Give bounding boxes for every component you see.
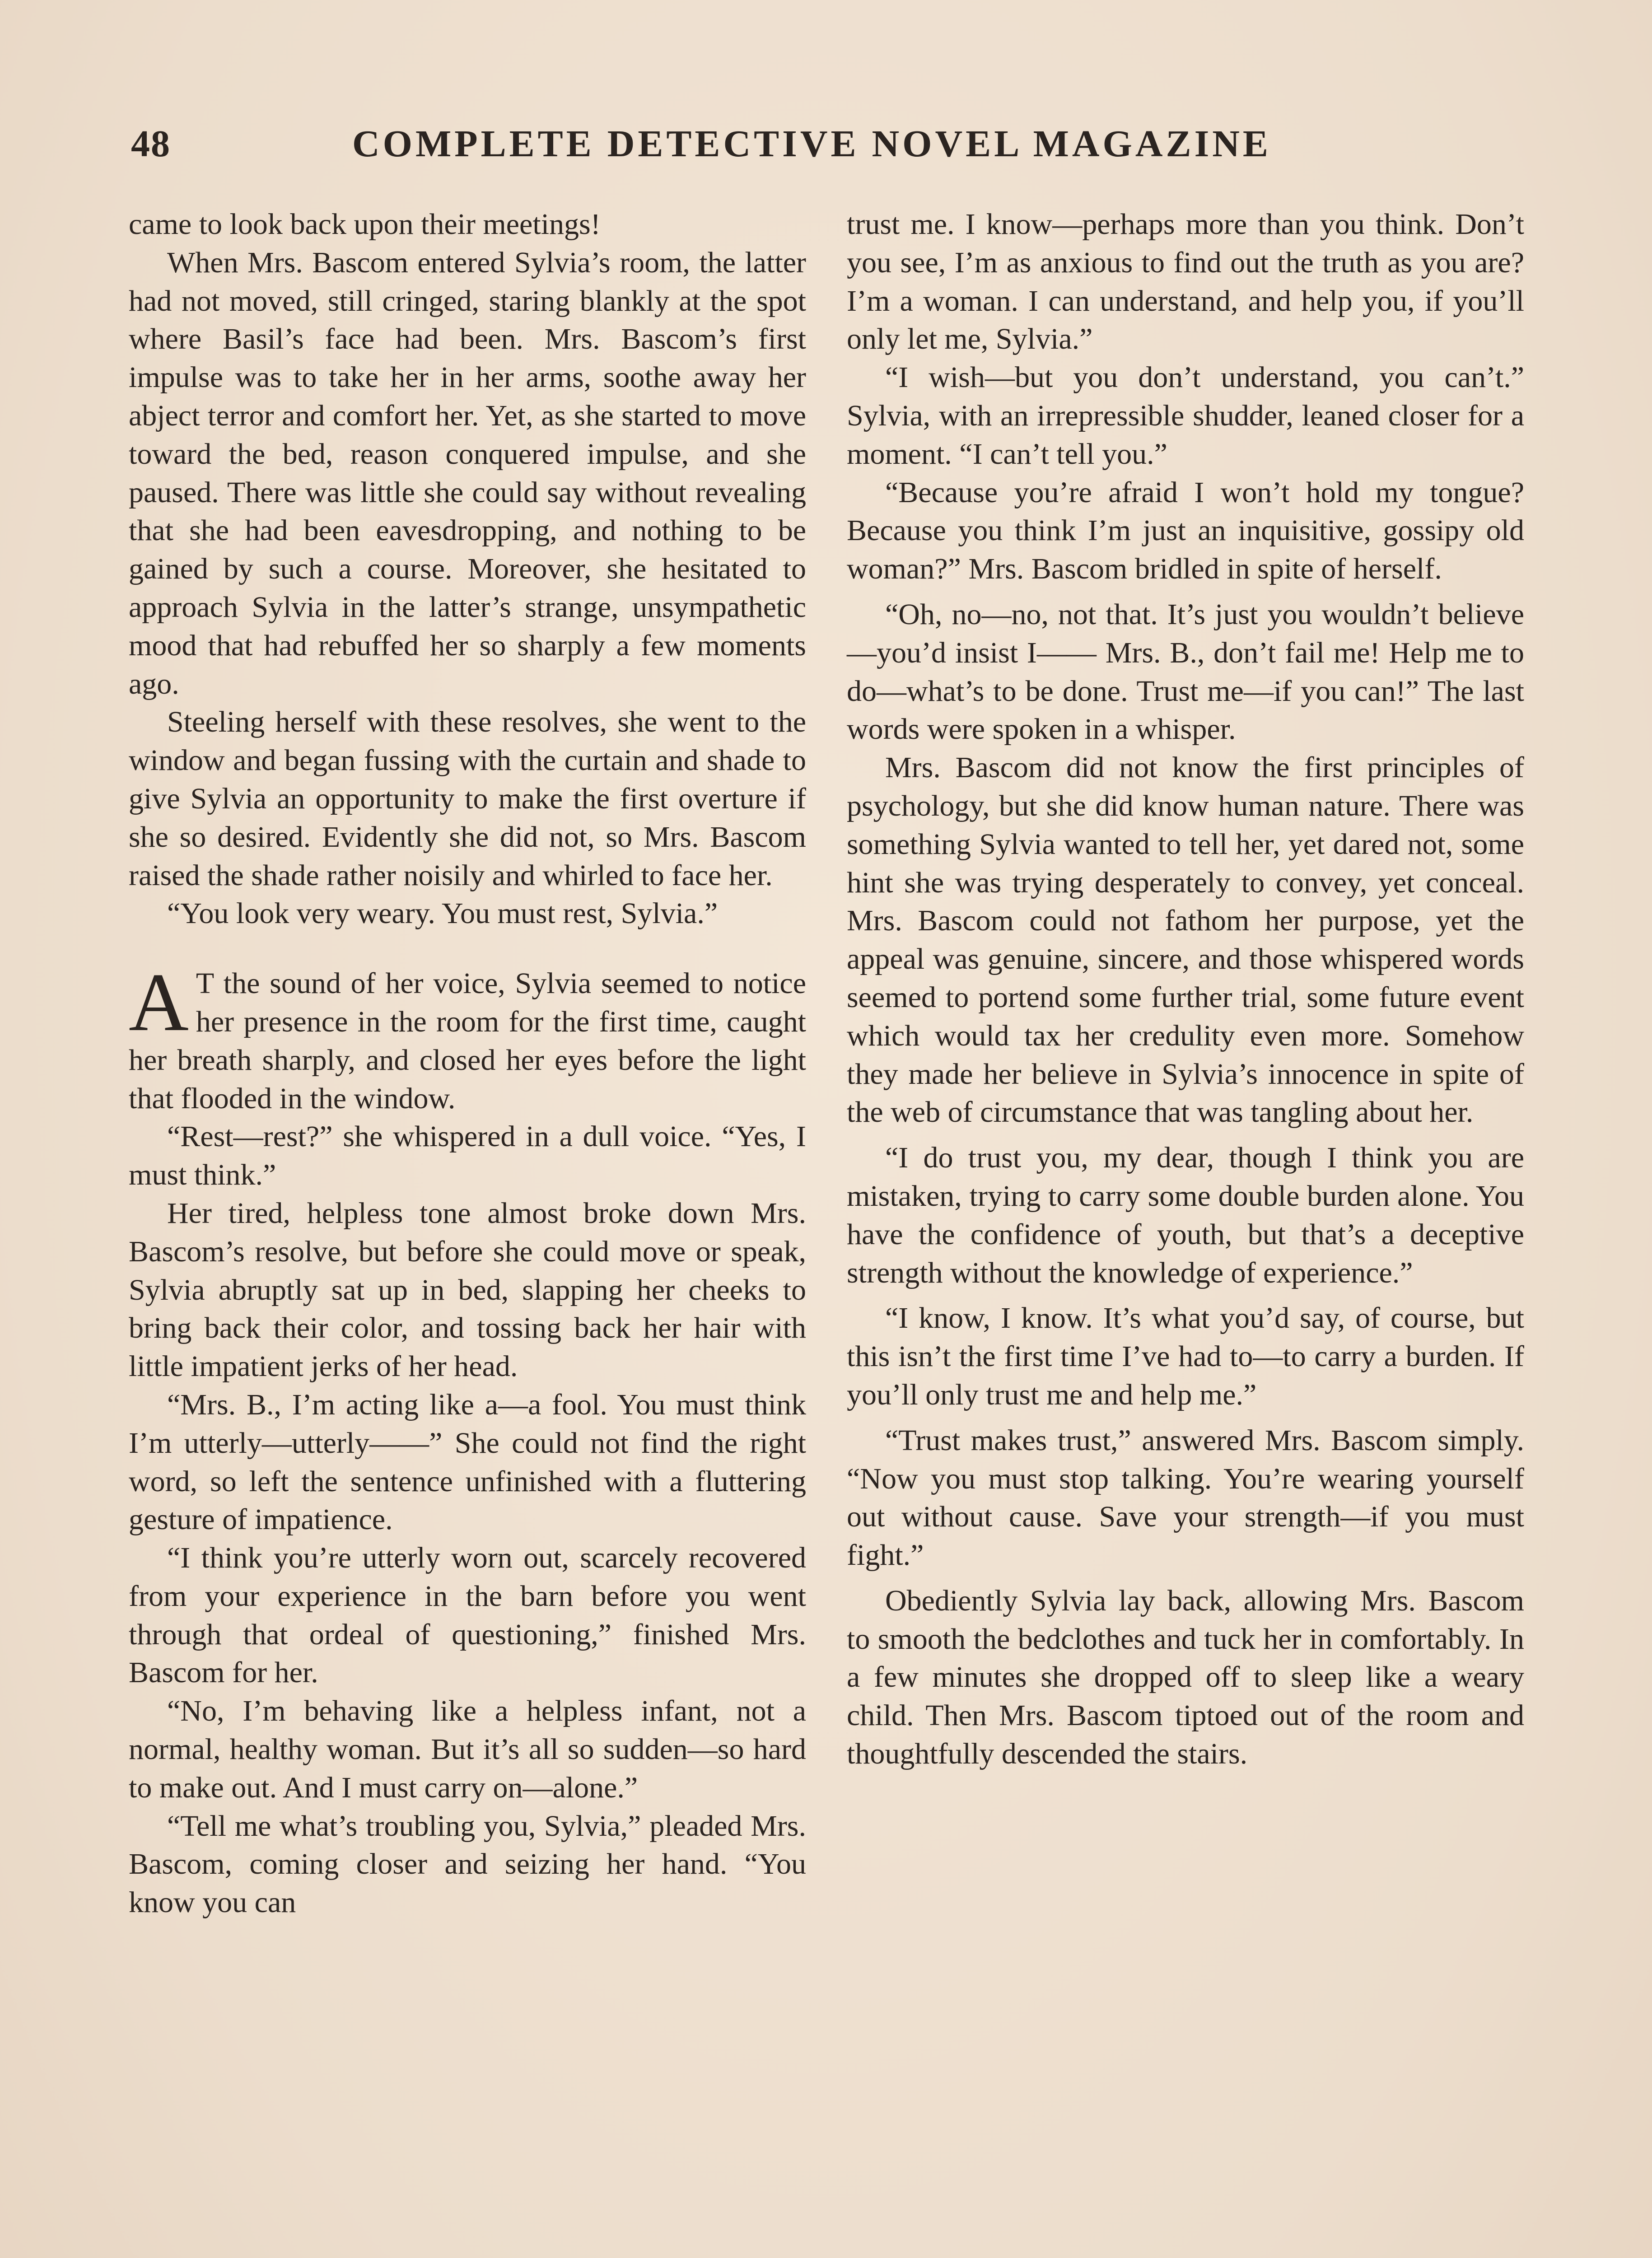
paragraph: “I know, I know. It’s what you’d say, of course, but this isn’t the first time I’ve had to—to carry a burden. If you’ll only trust me and help me.” xyxy=(847,1302,1524,1411)
drop-cap: A xyxy=(129,956,189,1049)
paragraph: Mrs. Bascom did not know the first principles of psychology, but she did know human nature. There was something Sylvia wanted to tell her, yet dared not, some hint she was trying desperately to convey, yet conceal. Mrs. Bascom could not fathom her purpose, yet the appeal was genuine, sincere, and those whispered words seemed to portend some further trial, some future event which would tax her credulity even more. Somehow they made her believe in Sylvia’s innocence in spite of the web of circumstance that was tangling about her. xyxy=(847,751,1524,1129)
paragraph: “I think you’re utterly worn out, scarcely recovered from your experience in the barn before you went through that ordeal of questioning,” finished Mrs. Bascom for her. xyxy=(129,1541,806,1689)
paragraph-text: T the sound of her voice, Sylvia seemed to notice her presence in the room for the first time, caught her breath sharply, and closed her eyes before the light that flooded in the window. xyxy=(129,967,806,1115)
paragraph: Her tired, helpless tone almost broke down Mrs. Bascom’s resolve, but before she could move or speak, Sylvia abruptly sat up in bed, slapping her cheeks to bring back their color, and tossing back her hair with little impatient jerks of her head. xyxy=(129,1196,806,1383)
paragraph: “No, I’m behaving like a helpless infant, not a normal, healthy woman. But it’s all so sudden—so hard to make out. And I must carry on—alone.” xyxy=(129,1694,806,1804)
right-column xyxy=(847,205,1524,1773)
paragraph: “Oh, no—no, not that. It’s just you wouldn’t believe—you’d insist I—— Mrs. B., don’t fail me! Help me to do—what’s to be done. Trust me—if you can!” The last words were spoken in a whisper. xyxy=(847,597,1524,746)
paragraph: “Because you’re afraid I won’t hold my tongue? Because you think I’m just an inquisitive, gossipy old woman?” Mrs. Bascom bridled in spite of herself. xyxy=(847,476,1524,586)
page-number: 48 xyxy=(131,123,171,165)
paragraph: “You look very weary. You must rest, Sylvia.” xyxy=(167,897,718,930)
paragraph: “Rest—rest?” she whispered in a dull voice. “Yes, I must think.” xyxy=(129,1120,806,1192)
paragraph: “I wish—but you don’t understand, you can’t.” Sylvia, with an irrepressible shudder, leaned closer for a moment. “I can’t tell you.” xyxy=(847,361,1524,471)
paragraph: When Mrs. Bascom entered Sylvia’s room, the latter had not moved, still cringed, staring blankly at the spot where Basil’s face had been. Mrs. Bascom’s first impulse was to take her in her arms, soothe away her abject terror and comfort her. Yet, as she started to move toward the bed, reason conquered impulse, and she paused. There was little she could say without revealing that she had been eavesdropping, and nothing to be gained by such a course. Moreover, she hesitated to approach Sylvia in the latter’s strange, unsympathetic mood that had rebuffed her so sharply a few moments ago. xyxy=(129,246,806,700)
paragraph: “Trust makes trust,” answered Mrs. Bascom simply. “Now you must stop talking. You’re wearing yourself out without cause. Save your strength—if you must fight.” xyxy=(847,1423,1524,1572)
paragraph: trust me. I know—perhaps more than you think. Don’t you see, I’m as anxious to find out the truth as you are? I’m a woman. I can understand, and help you, if you’ll only let me, Sylvia.” xyxy=(847,208,1524,356)
paragraph: “Mrs. B., I’m acting like a—a fool. You must think I’m utterly—utterly——” She could not find the right word, so left the sentence unfinished with a fluttering gesture of impatience. xyxy=(129,1388,806,1536)
left-column xyxy=(129,205,806,1922)
paragraph: came to look back upon their meetings! xyxy=(129,208,601,241)
running-title: COMPLETE DETECTIVE NOVEL MAGAZINE xyxy=(352,123,1271,165)
paragraph: “Tell me what’s troubling you, Sylvia,” pleaded Mrs. Bascom, coming closer and seizing her hand. “You know you can xyxy=(129,1809,806,1919)
paragraph: “I do trust you, my dear, though I think you are mistaken, trying to carry some double burden alone. You have the confidence of youth, but that’s a deceptive strength without the knowledge of experience.” xyxy=(847,1141,1524,1289)
paragraph: Obediently Sylvia lay back, allowing Mrs. Bascom to smooth the bedclothes and tuck her in comfortably. In a few minutes she dropped off to sleep like a weary child. Then Mrs. Bascom tiptoed out of the room and thoughtfully descended the stairs. xyxy=(847,1584,1524,1771)
paragraph: Steeling herself with these resolves, she went to the window and began fussing with the curtain and shade to give Sylvia an opportunity to make the first overture if she so desired. Evidently she did not, so Mrs. Bascom raised the shade rather noisily and whirled to face her. xyxy=(129,705,806,892)
page-header xyxy=(126,122,1526,176)
section-opening-paragraph xyxy=(129,956,806,1118)
